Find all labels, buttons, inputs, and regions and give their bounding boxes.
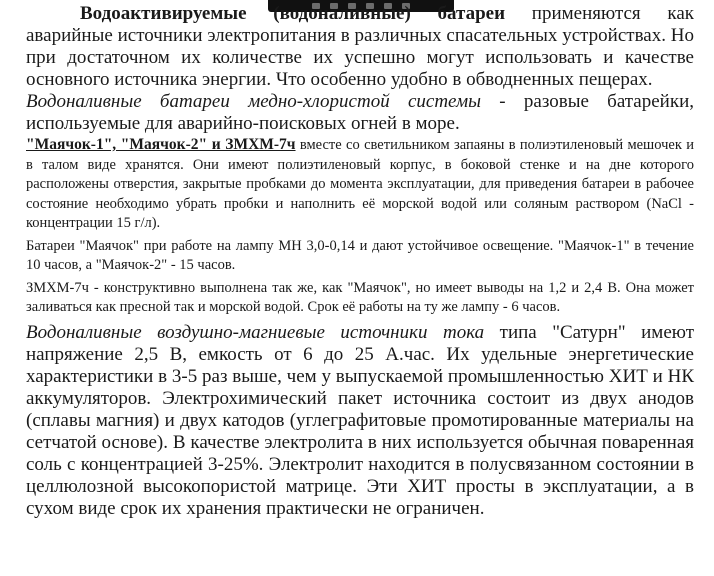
paragraph-copper-chloride — [26, 91, 694, 135]
text-copper-chloride: - разовые батарейки, используемые для аварийно-поисковых огней в море. — [26, 91, 694, 134]
term-air-magnesium: Водоналивные воздушно-магниевые источники тока — [26, 321, 485, 343]
term-mayachok: "Маячок-1", "Маячок-2" и ЗМХМ-7ч — [26, 136, 296, 153]
paragraph-water-activated — [26, 3, 694, 91]
text-mayachok: вместе со светильником запаяны в полиэтиленовый мешочек и в талом виде хранятся. Они имеют полиэтиленовый корпус, в боковой стенке и на дне которого расположены отверстия, закрытые пробками до момента эксплуатации, для приведения батареи в рабочее состояние необходимо убрать пробки и наполнить её морской водой или соляным раствором (NaCl - концентрации 15 г/л). — [26, 137, 694, 231]
term-water-activated: Водоактивируемые (водоналивные) батареи — [80, 3, 506, 24]
paragraph-air-magnesium — [26, 322, 694, 520]
term-copper-chloride: Водоналивные батареи медно-хлористой системы — [26, 91, 482, 112]
text-water-activated: применяются как аварийные источники электропитания в различных спасательных устройствах. Но при достаточном их количестве их успешно могут использовать и качестве основного источника энергии. Что особенно удобно в обводненных пещерах. — [26, 3, 694, 90]
paragraph-mayachok-lamp: Батареи "Маячок" при работе на лампу МН 3,0-0,14 и дают устойчивое освещение. "Маячок-1" в течение 10 часов, а "Маячок-2" - 15 часов. — [26, 237, 694, 273]
paragraph-zmxm: ЗМХМ-7ч - конструктивно выполнена так же, как "Маячок", но имеет выводы на 1,2 и 2,4 В. Она может заливаться как пресной так и морской водой. Срок её работы на ту же лампу - 6 часов. — [26, 279, 694, 315]
document-page — [26, 3, 694, 520]
paragraph-mayachok — [26, 135, 694, 234]
text-air-magnesium: типа "Сатурн" имеют напряжение 2,5 В, емкость от 6 до 25 А.час. Их удельные энергетические характеристики в 3-5 раз выше, чем у выпускаемой промышленностью ХИТ и НК аккумуляторов. Электрохимический пакет источника состоит из двух анодов (сплавы магния) и двух катодов (углеграфитовые промотированные материалы на сетчатой основе). В качестве электролита в них используется обычная поваренная соль с концентрацией 3-25%. Электролит находится в полусвязанном состоянии в целлюлозной высокопористой матрице. Эти ХИТ просты в эксплуатации, а в сухом виде срок их хранения практически не ограничен. — [26, 321, 694, 519]
